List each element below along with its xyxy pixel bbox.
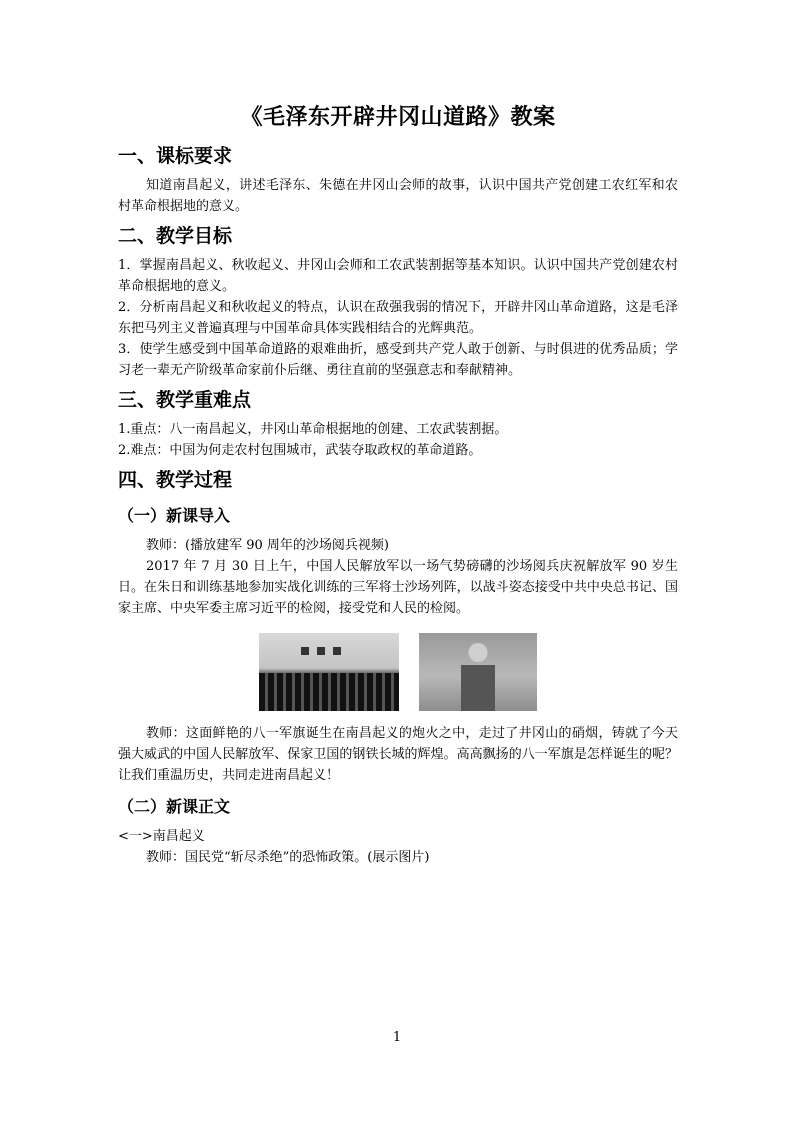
image-row <box>118 633 678 711</box>
section-heading-key-points: 三、教学重难点 <box>118 389 252 411</box>
flag-shape <box>333 647 341 655</box>
paragraph-main-1: <一>南昌起义 <box>118 829 205 844</box>
paragraph-intro-2: 2017 年 7 月 30 日上午，中国人民解放军以一场气势磅礴的沙场阅兵庆祝解放军 90 岁生日。在朱日和训练基地参加实战化训练的三军将士沙场列阵，以战斗姿态接受中共中央总书记、国家主席、中央军委主席习近平的检阅，接受党和人民的检阅。 <box>118 559 678 616</box>
parade-photo <box>259 633 399 711</box>
paragraph-intro-3: 教师：这面鲜艳的八一军旗诞生在南昌起义的炮火之中，走过了井冈山的硝烟，铸就了今天强大威武的中国人民解放军、保家卫国的钢铁长城的辉煌。高高飘扬的八一军旗是怎样诞生的呢？让我们重温历史，共同走进南昌起义！ <box>118 726 678 783</box>
subsection-heading-intro: （一）新课导入 <box>118 506 231 525</box>
paragraph-intro-1: 教师：(播放建军 90 周年的沙场阅兵视频) <box>146 538 389 553</box>
page-number: 1 <box>392 1030 402 1045</box>
section-heading-objectives: 二、教学目标 <box>118 225 233 247</box>
objective-item-3: 3．使学生感受到中国革命道路的艰难曲折，感受到共产党人敢于创新、与时俱进的优秀品质；学习老一辈无产阶级革命家前仆后继、勇往直前的坚强意志和奉献精神。 <box>118 342 678 378</box>
section-heading-process: 四、教学过程 <box>118 469 233 491</box>
document-title: 《毛泽东开辟井冈山道路》教案 <box>240 104 556 130</box>
flag-shape <box>301 647 309 655</box>
key-point-item-1: 1.重点：八一南昌起义，井冈山革命根据地的创建、工农武装割据。 <box>118 422 508 437</box>
paragraph-curriculum: 知道南昌起义，讲述毛泽东、朱德在井冈山会师的故事，认识中国共产党创建工农红军和农村革命根据地的意义。 <box>118 178 678 214</box>
key-point-item-2: 2.难点：中国为何走农村包围城市，武装夺取政权的革命道路。 <box>118 443 482 458</box>
subsection-heading-main: （二）新课正文 <box>118 797 231 816</box>
objective-item-2: 2．分析南昌起义和秋收起义的特点，认识在敌强我弱的情况下，开辟井冈山革命道路，这是毛泽东把马列主义普遍真理与中国革命具体实践相结合的光辉典范。 <box>118 300 678 336</box>
document-page <box>118 100 678 868</box>
flag-shape <box>317 647 325 655</box>
paragraph-main-2: 教师：国民党“斩尽杀绝”的恐怖政策。(展示图片) <box>146 850 430 865</box>
person-figure <box>461 643 495 711</box>
review-photo <box>419 633 537 711</box>
objective-item-1: 1．掌握南昌起义、秋收起义、井冈山会师和工农武装割据等基本知识。认识中国共产党创建农村革命根据地的意义。 <box>118 258 678 294</box>
soldier-formation <box>259 673 399 711</box>
section-heading-curriculum: 一、课标要求 <box>118 145 233 167</box>
